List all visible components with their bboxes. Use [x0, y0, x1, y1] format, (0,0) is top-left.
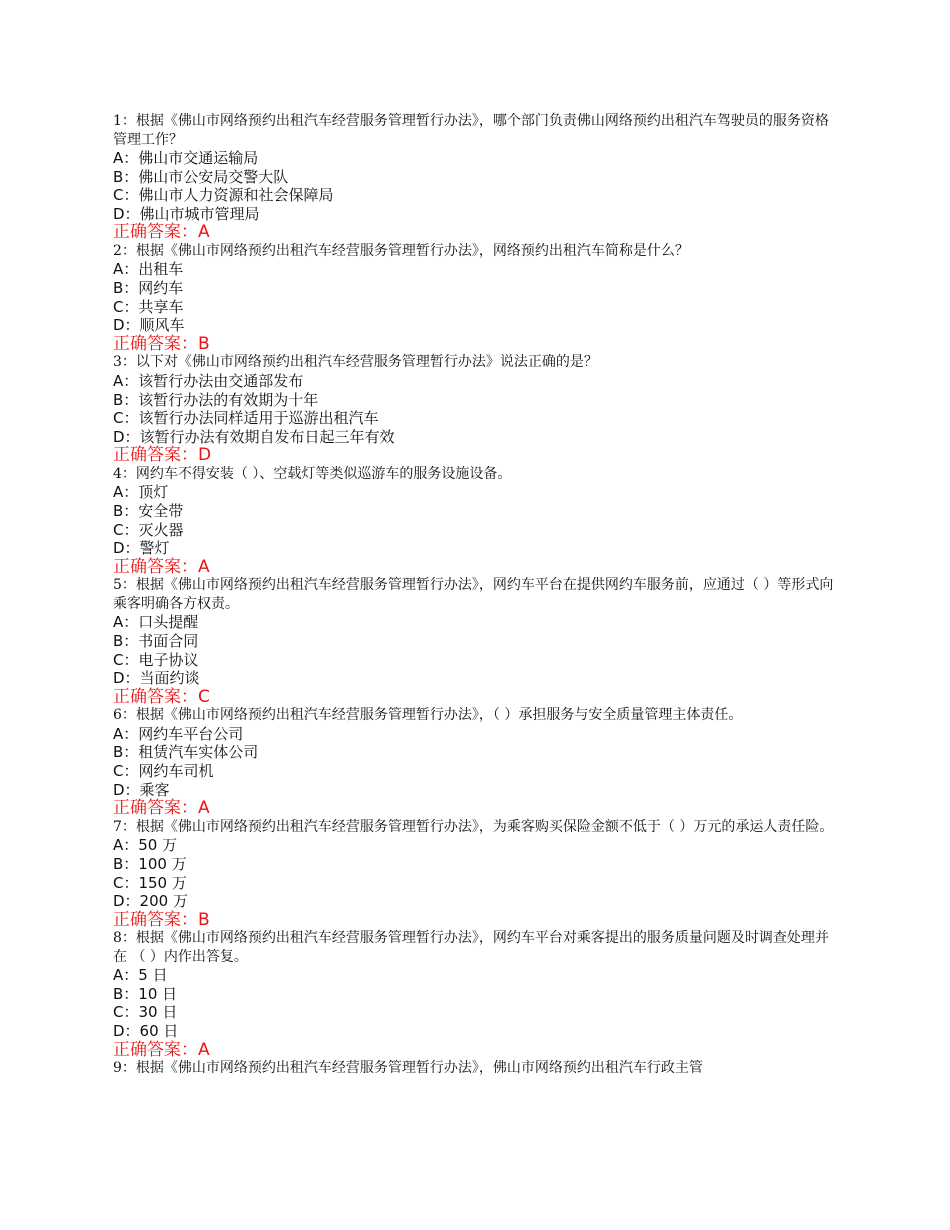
option-a: A：网约车平台公司 — [113, 724, 244, 743]
option-d: D：警灯 — [113, 539, 170, 558]
option-d: D：佛山市城市管理局 — [113, 204, 260, 223]
option-c: C：灭火器 — [113, 520, 184, 539]
question-text: 3：以下对《佛山市网络预约出租汽车经营服务管理暂行办法》说法正确的是？ — [113, 354, 598, 371]
question-8 — [113, 929, 841, 1059]
question-text: 2：根据《佛山市网络预约出租汽车经营服务管理暂行办法》，网络预约出租汽车简称是什么？ — [113, 242, 689, 259]
correct-answer: 正确答案：B — [113, 333, 210, 354]
option-d: D：该暂行办法有效期自发布日起三年有效 — [113, 427, 395, 446]
correct-answer: 正确答案：A — [113, 222, 210, 243]
correct-answer: 正确答案：C — [113, 686, 210, 707]
correct-answer: 正确答案：A — [113, 798, 210, 819]
correct-answer: 正确答案：A — [113, 1039, 210, 1060]
option-c: C：150 万 — [113, 873, 187, 892]
option-c: C：共享车 — [113, 297, 184, 316]
option-a: A：口头提醒 — [113, 613, 199, 632]
question-text: 1：根据《佛山市网络预约出租汽车经营服务管理暂行办法》，哪个部门负责佛山网络预约出租汽车驾驶员的服务资格管理工作？ — [113, 113, 829, 148]
option-a: A：50 万 — [113, 836, 178, 855]
option-d: D：60 日 — [113, 1022, 179, 1041]
option-b: B：租赁汽车实体公司 — [113, 743, 259, 762]
question-7 — [113, 818, 841, 929]
question-2 — [113, 242, 841, 353]
question-1 — [113, 112, 841, 242]
option-b: B：100 万 — [113, 854, 187, 873]
option-c: C：电子协议 — [113, 650, 199, 669]
question-4 — [113, 465, 841, 576]
question-list — [113, 112, 841, 1078]
option-d: D：200 万 — [113, 892, 188, 911]
question-text: 9：根据《佛山市网络预约出租汽车经营服务管理暂行办法》，佛山市网络预约出租汽车行政主管 — [113, 1060, 703, 1077]
option-a: A：顶灯 — [113, 483, 169, 502]
correct-answer: 正确答案：D — [113, 445, 212, 466]
question-text: 6：根据《佛山市网络预约出租汽车经营服务管理暂行办法》，（ ）承担服务与安全质量管理主体责任。 — [113, 707, 743, 724]
option-a: A：佛山市交通运输局 — [113, 149, 259, 167]
option-b: B：网约车 — [113, 279, 184, 298]
question-text: 5：根据《佛山市网络预约出租汽车经营服务管理暂行办法》，网约车平台在提供网约车服务前，应通过（ ）等形式向乘客明确各方权责。 — [113, 577, 834, 612]
option-b: B：佛山市公安局交警大队 — [113, 167, 289, 186]
option-b: B：安全带 — [113, 502, 184, 520]
option-b: B：该暂行办法的有效期为十年 — [113, 390, 319, 409]
option-b: B：10 日 — [113, 984, 178, 1003]
question-3 — [113, 353, 841, 464]
option-a: A：出租车 — [113, 260, 184, 279]
question-9 — [113, 1059, 841, 1078]
option-b: B：书面合同 — [113, 631, 199, 650]
option-c: C：该暂行办法同样适用于巡游出租汽车 — [113, 409, 379, 428]
correct-answer: 正确答案：A — [113, 556, 210, 577]
option-a: A：5 日 — [113, 966, 168, 985]
option-c: C：30 日 — [113, 1003, 178, 1022]
question-text: 4：网约车不得安装（ ）、空载灯等类似巡游车的服务设施设备。 — [113, 465, 512, 482]
option-d: D：乘客 — [113, 780, 170, 799]
question-text: 8：根据《佛山市网络预约出租汽车经营服务管理暂行办法》，网约车平台对乘客提出的服务质量问题及时调查处理并在 （ ）内作出答复。 — [113, 930, 829, 965]
correct-answer: 正确答案：B — [113, 909, 210, 930]
question-6 — [113, 706, 841, 817]
option-a: A：该暂行办法由交通部发布 — [113, 371, 304, 390]
option-d: D：当面约谈 — [113, 669, 200, 688]
question-text: 7：根据《佛山市网络预约出租汽车经营服务管理暂行办法》，为乘客购买保险金额不低于（ ）万元的承运人责任险。 — [113, 818, 834, 835]
option-d: D：顺风车 — [113, 316, 185, 335]
option-c: C：网约车司机 — [113, 762, 214, 781]
option-c: C：佛山市人力资源和社会保障局 — [113, 186, 334, 205]
question-5 — [113, 576, 841, 706]
